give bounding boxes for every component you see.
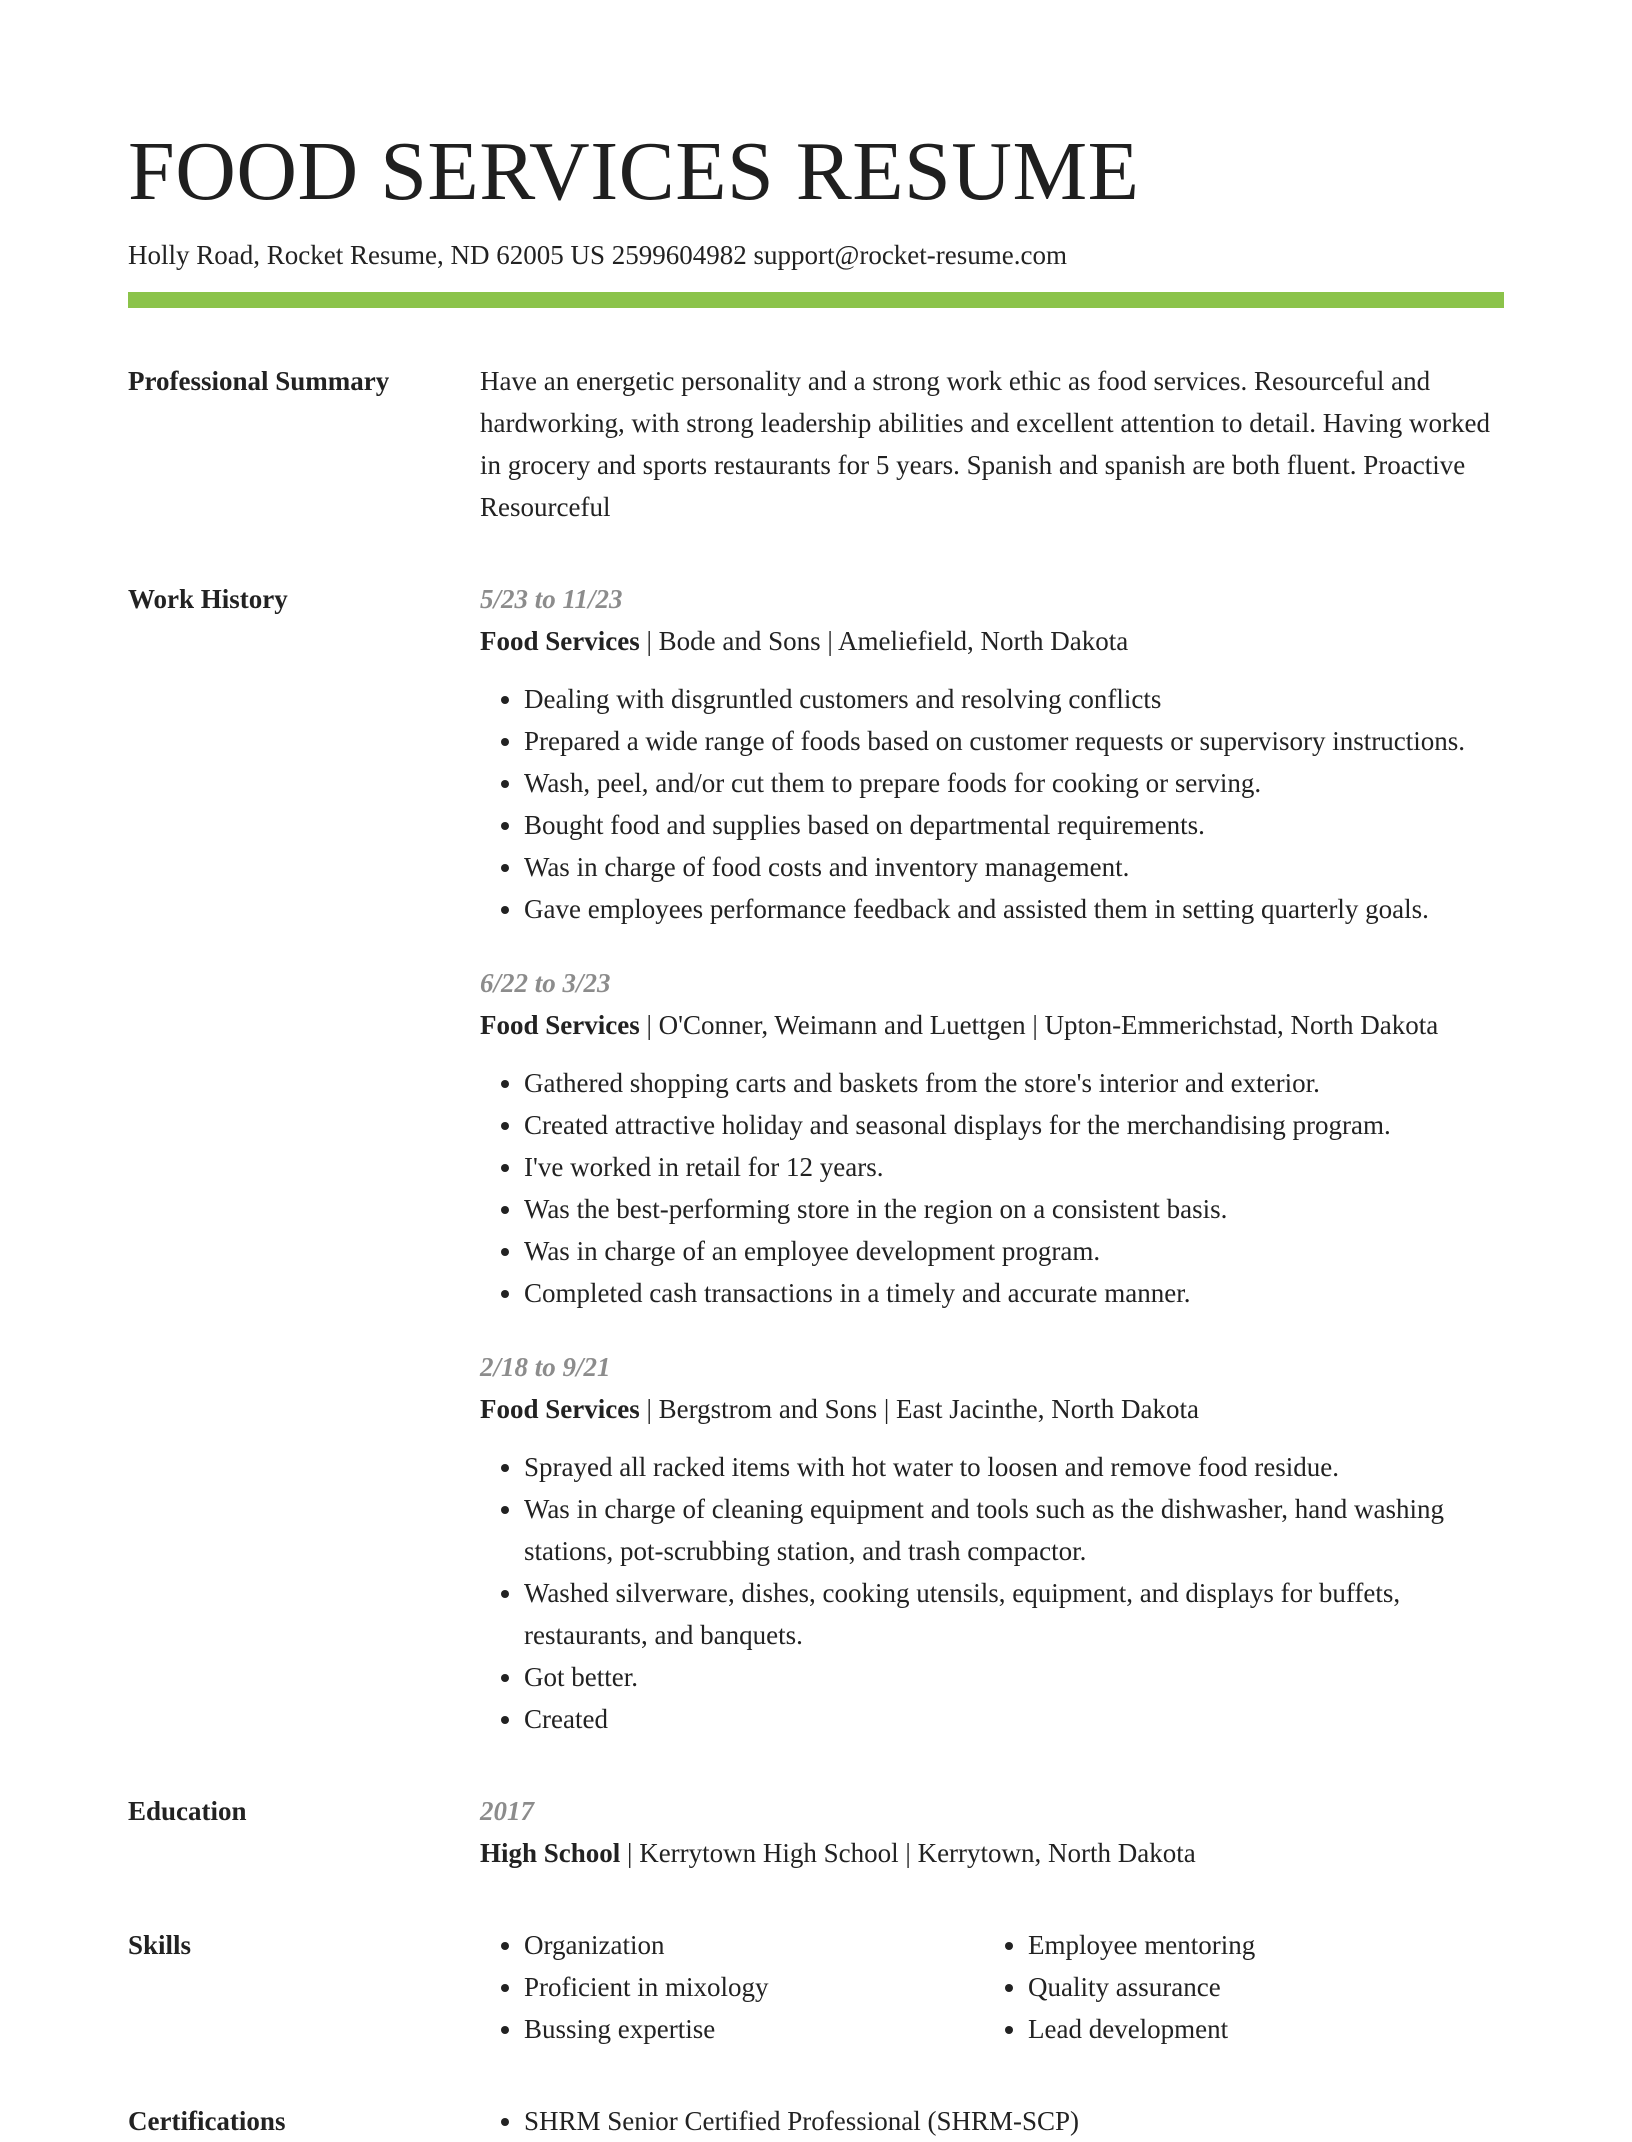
job-details: | Bergstrom and Sons | East Jacinthe, North Dakota bbox=[639, 1394, 1199, 1424]
list-item: • Dealing with disgruntled customers and resolving conflicts bbox=[524, 678, 1504, 720]
list-item: • Was the best-performing store in the region on a consistent basis. bbox=[524, 1188, 1504, 1230]
contact-line: Holly Road, Rocket Resume, ND 62005 US 2599604982 support@rocket-resume.com bbox=[128, 240, 1067, 270]
education-section bbox=[128, 1790, 1504, 1874]
section-label-skills: Skills bbox=[128, 1930, 192, 1960]
education-content bbox=[480, 1790, 1504, 1874]
list-item: • Organization bbox=[524, 1924, 984, 1966]
list-item: • Gave employees performance feedback and assisted them in setting quarterly goals. bbox=[524, 888, 1504, 930]
job-dates: 5/23 to 11/23 bbox=[480, 584, 623, 614]
job-details: | O'Conner, Weimann and Luettgen | Upton-Emmerichstad, North Dakota bbox=[639, 1010, 1439, 1040]
list-item: • Prepared a wide range of foods based on customer requests or supervisory instructions. bbox=[524, 720, 1504, 762]
skills-section bbox=[128, 1924, 1504, 2050]
certifications-list bbox=[480, 2100, 1504, 2142]
list-item: • Got better. bbox=[524, 1656, 1504, 1698]
job-heading bbox=[480, 1388, 1504, 1430]
list-item: • Employee mentoring bbox=[1028, 1924, 1488, 1966]
list-item: • Proficient in mixology bbox=[524, 1966, 984, 2008]
work-history-section bbox=[128, 578, 1504, 1740]
skills-content bbox=[480, 1924, 1504, 2050]
job-details: | Bode and Sons | Ameliefield, North Dakota bbox=[639, 626, 1129, 656]
job-title: Food Services bbox=[480, 1394, 640, 1424]
education-date: 2017 bbox=[480, 1796, 534, 1826]
list-item: • Was in charge of cleaning equipment and tools such as the dishwasher, hand washing stations, pot-scrubbing station, and trash compactor. bbox=[524, 1488, 1504, 1572]
education-heading bbox=[480, 1832, 1504, 1874]
education-details: | Kerrytown High School | Kerrytown, North Dakota bbox=[620, 1838, 1196, 1868]
list-item: • Wash, peel, and/or cut them to prepare foods for cooking or serving. bbox=[524, 762, 1504, 804]
job-dates: 6/22 to 3/23 bbox=[480, 968, 611, 998]
job-dates: 2/18 to 9/21 bbox=[480, 1352, 611, 1382]
work-history-content bbox=[480, 578, 1504, 1740]
job-bullets bbox=[480, 1062, 1504, 1314]
job-bullets bbox=[480, 678, 1504, 930]
section-label-certifications: Certifications bbox=[128, 2106, 286, 2136]
job-bullets bbox=[480, 1446, 1504, 1740]
job-entry bbox=[480, 578, 1504, 930]
list-item: • Sprayed all racked items with hot water to loosen and remove food residue. bbox=[524, 1446, 1504, 1488]
summary-content bbox=[480, 360, 1504, 528]
section-label-education: Education bbox=[128, 1796, 247, 1826]
header-divider bbox=[128, 292, 1504, 308]
list-item: • Bought food and supplies based on departmental requirements. bbox=[524, 804, 1504, 846]
job-heading bbox=[480, 620, 1504, 662]
certifications-section bbox=[128, 2100, 1504, 2142]
section-label-summary: Professional Summary bbox=[128, 366, 390, 396]
summary-text: Have an energetic personality and a strong work ethic as food services. Resourceful and hardworking, with strong leadership abilities and excellent attention to detail. Having worked in grocery and sports restaurants for 5 years. Spanish and spanish are both fluent. Proactive Resourceful bbox=[480, 366, 1490, 522]
list-item: • Quality assurance bbox=[1028, 1966, 1488, 2008]
list-item: • Lead development bbox=[1028, 2008, 1488, 2050]
list-item: • Completed cash transactions in a timely and accurate manner. bbox=[524, 1272, 1504, 1314]
list-item: • I've worked in retail for 12 years. bbox=[524, 1146, 1504, 1188]
job-title: Food Services bbox=[480, 1010, 640, 1040]
list-item: • Bussing expertise bbox=[524, 2008, 984, 2050]
job-heading bbox=[480, 1004, 1504, 1046]
list-item: • Was in charge of food costs and inventory management. bbox=[524, 846, 1504, 888]
list-item: • SHRM Senior Certified Professional (SHRM-SCP) bbox=[524, 2100, 1504, 2142]
list-item: • Created bbox=[524, 1698, 1504, 1740]
list-item: • Created attractive holiday and seasonal displays for the merchandising program. bbox=[524, 1104, 1504, 1146]
summary-section bbox=[128, 360, 1504, 528]
skills-list-right bbox=[984, 1924, 1488, 2050]
education-degree: High School bbox=[480, 1838, 621, 1868]
certifications-content bbox=[480, 2100, 1504, 2142]
job-title: Food Services bbox=[480, 626, 640, 656]
section-label-work-history: Work History bbox=[128, 584, 288, 614]
job-entry bbox=[480, 1346, 1504, 1740]
job-entry bbox=[480, 962, 1504, 1314]
resume-page bbox=[128, 0, 1504, 2142]
list-item: • Gathered shopping carts and baskets from the store's interior and exterior. bbox=[524, 1062, 1504, 1104]
resume-title: FOOD SERVICES RESUME bbox=[128, 125, 1140, 218]
list-item: • Washed silverware, dishes, cooking utensils, equipment, and displays for buffets, restaurants, and banquets. bbox=[524, 1572, 1504, 1656]
list-item: • Was in charge of an employee development program. bbox=[524, 1230, 1504, 1272]
skills-list-left bbox=[480, 1924, 984, 2050]
